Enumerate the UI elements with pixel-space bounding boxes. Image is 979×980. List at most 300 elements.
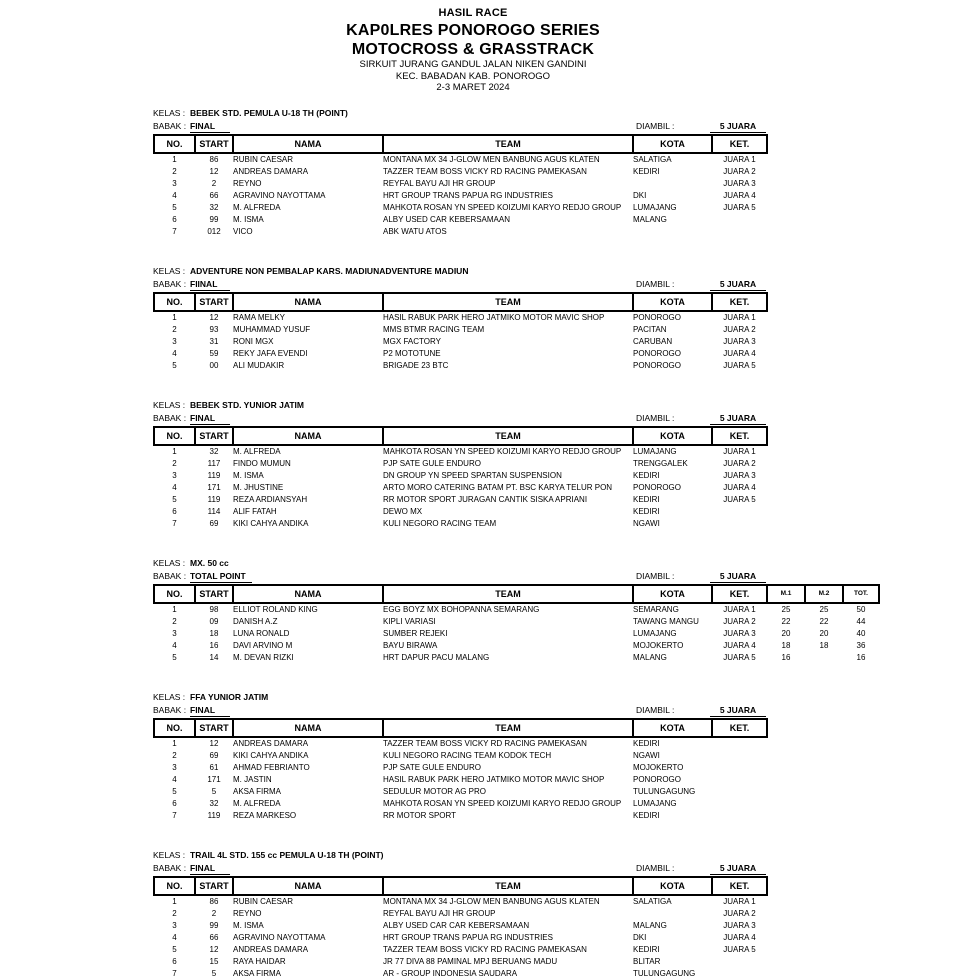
cell-nama: M. ALFREDA [233,798,281,808]
cell-ket: JUARA 1 [723,446,756,456]
cell-no: 1 [172,604,177,614]
table-header-row [154,135,767,153]
cell-team: SUMBER REJEKI [383,628,448,638]
cell-team: ALBY USED CAR CAR KEBERSAMAAN [383,920,530,930]
result-row [154,652,879,664]
cell-no: 1 [172,738,177,748]
result-row [154,810,767,822]
diambil-label: DIAMBIL : [636,412,675,423]
cell-start: 66 [209,190,219,200]
cell-start: 119 [207,810,221,820]
cell-team: REYFAL BAYU AJI HR GROUP [383,178,496,188]
cell-kota: DKI [633,932,647,942]
result-row [154,153,767,166]
cell-ket: JUARA 5 [723,652,756,662]
cell-nama: M. ALFREDA [233,202,281,212]
diambil-value: 5 JUARA [710,120,766,133]
cell-nama: MUHAMMAD YUSUF [233,324,311,334]
result-row [154,336,767,348]
kelas-value: ADVENTURE NON PEMBALAP KARS. MADIUNADVENTURE MADIUN [190,265,469,276]
cell-ket [712,798,767,810]
cell-ket: JUARA 4 [723,482,756,492]
cell-team: EGG BOYZ MX BOHOPANNA SEMARANG [383,604,540,614]
result-row [154,482,767,494]
cell-start: 5 [211,786,217,796]
cell-team: KIPLI VARIASI [383,616,436,626]
cell-ket: JUARA 4 [723,190,756,200]
cell-nama: M. ISMA [233,470,264,480]
kelas-line [153,107,770,120]
cell-nama: LUNA RONALD [233,628,290,638]
cell-kota: CARUBAN [633,336,673,346]
cell-start: 119 [207,494,221,504]
cell-no: 4 [172,348,177,358]
cell-ket [712,786,767,798]
column-header-no: NO. [154,719,195,737]
column-header-start: START [195,427,233,445]
result-row [154,190,767,202]
cell-team: ABK WATU ATOS [383,226,447,236]
cell-kota: LUMAJANG [633,628,677,638]
column-header-no: NO. [154,585,195,603]
column-header-nama: NAMA [233,427,383,445]
results-table [153,426,768,530]
cell-kota: MALANG [633,652,667,662]
race-class-section [153,557,979,664]
cell-no: 5 [172,494,177,504]
cell-start: 32 [209,446,219,456]
result-row [154,494,767,506]
result-row [154,226,767,238]
cell-ket: JUARA 2 [723,616,756,626]
race-class-section [153,107,979,238]
babak-line [153,278,770,291]
diambil-label: DIAMBIL : [636,120,675,131]
cell-team: MGX FACTORY [383,336,441,346]
result-row [154,786,767,798]
cell-start: 114 [207,506,221,516]
cell-nama: REYNO [233,178,262,188]
cell-nama: M. JASTIN [233,774,272,784]
column-header-start: START [195,719,233,737]
cell-kota: MOJOKERTO [633,762,684,772]
cell-start: 14 [209,652,219,662]
cell-team: MAHKOTA ROSAN YN SPEED KOIZUMI KARYO REDJO GROUP [383,798,622,808]
cell-no: 7 [172,968,177,978]
cell-ket: JUARA 5 [723,944,756,954]
cell-nama: REZA MARKESO [233,810,297,820]
cell-no: 5 [172,652,177,662]
babak-value: FINAL [190,412,230,425]
cell-no: 4 [172,640,177,650]
doc-venue-line: SIRKUIT JURANG GANDUL JALAN NIKEN GANDINI [359,59,587,70]
column-header-nama: NAMA [233,293,383,311]
cell-no: 1 [172,312,177,322]
cell-kota: MALANG [633,214,667,224]
cell-team: MAHKOTA ROSAN YN SPEED KOIZUMI KARYO REDJO GROUP [383,446,622,456]
column-header-kota: KOTA [633,585,712,603]
cell-nama: AHMAD FEBRIANTO [233,762,310,772]
results-table [153,584,880,664]
race-class-section [153,265,979,372]
cell-no: 2 [172,458,177,468]
cell-ket [712,518,767,530]
cell-team: BAYU BIRAWA [383,640,438,650]
cell-ket: JUARA 2 [723,166,756,176]
diambil-value: 5 JUARA [710,862,766,875]
cell-kota: SALATIGA [633,154,672,164]
cell-kota: PONOROGO [633,348,682,358]
cell-nama: M. ISMA [233,214,264,224]
cell-nama: AKSA FIRMA [233,968,282,978]
results-table [153,718,768,822]
babak-value: FINAL [190,862,230,875]
cell-no: 7 [172,810,177,820]
cell-kota: NGAWI [633,750,660,760]
column-header-ket: KET. [712,293,767,311]
cell-no: 6 [172,798,177,808]
cell-ket: JUARA 1 [723,154,756,164]
result-row [154,956,767,968]
cell-nama: FINDO MUMUN [233,458,291,468]
column-header-start: START [195,135,233,153]
cell-m2: 20 [819,628,829,638]
cell-ket: JUARA 3 [723,178,756,188]
babak-label: BABAK : [153,862,187,873]
diambil-value: 5 JUARA [710,278,766,291]
column-header-kota: KOTA [633,719,712,737]
cell-m2: 22 [819,616,829,626]
column-header-start: START [195,585,233,603]
cell-team: MMS BTMR RACING TEAM [383,324,485,334]
result-row [154,932,767,944]
cell-nama: RUBIN CAESAR [233,154,294,164]
result-row [154,774,767,786]
result-row [154,908,767,920]
cell-start: 2 [211,908,217,918]
cell-kota: KEDIRI [633,738,660,748]
cell-ket [712,956,767,968]
cell-no: 4 [172,932,177,942]
kelas-value: MX. 50 cc [190,557,229,568]
cell-ket [712,762,767,774]
cell-kota: SALATIGA [633,896,672,906]
cell-start: 32 [209,202,219,212]
doc-date-line: 2-3 MARET 2024 [436,82,510,93]
cell-nama: DAVI ARVINO M [233,640,293,650]
cell-ket: JUARA 2 [723,458,756,468]
cell-team: HASIL RABUK PARK HERO JATMIKO MOTOR MAVIC SHOP [383,312,605,322]
cell-nama: ANDREAS DAMARA [233,944,309,954]
result-row [154,968,767,980]
cell-kota: TULUNGAGUNG [633,968,696,978]
cell-kota: KEDIRI [633,166,660,176]
kelas-line [153,399,770,412]
cell-start: 69 [209,750,219,760]
cell-nama: ANDREAS DAMARA [233,166,309,176]
cell-kota: PONOROGO [633,360,682,370]
cell-start: 00 [209,360,219,370]
diambil-label: DIAMBIL : [636,570,675,581]
column-header-tot: TOT. [843,585,879,603]
cell-team: P2 MOTOTUNE [383,348,441,358]
result-row [154,616,879,628]
column-header-kota: KOTA [633,877,712,895]
doc-title-hasil-race: HASIL RACE [438,7,508,19]
cell-kota: TRENGGALEK [633,458,688,468]
cell-ket [712,737,767,750]
result-row [154,214,767,226]
cell-no: 7 [172,226,177,236]
column-header-team: TEAM [383,585,633,603]
cell-nama: DANISH A.Z [233,616,278,626]
cell-team: JR 77 DIVA 88 PAMINAL MPJ BERUANG MADU [383,956,558,966]
babak-label: BABAK : [153,120,187,131]
result-row [154,737,767,750]
diambil-value: 5 JUARA [710,412,766,425]
document-header [153,6,793,94]
cell-ket: JUARA 2 [723,908,756,918]
cell-team: REYFAL BAYU AJI HR GROUP [383,908,496,918]
cell-no: 3 [172,470,177,480]
sections-container [153,107,979,980]
cell-ket: JUARA 1 [723,312,756,322]
column-header-ket: KET. [712,135,767,153]
cell-team: KULI NEGORO RACING TEAM [383,518,497,528]
kelas-label: KELAS : [153,557,186,568]
cell-start: 5 [211,968,217,978]
cell-kota: KEDIRI [633,506,660,516]
cell-team: HRT GROUP TRANS PAPUA RG INDUSTRIES [383,932,553,942]
cell-ket: JUARA 4 [723,640,756,650]
cell-kota: NGAWI [633,518,660,528]
cell-no: 1 [172,154,177,164]
cell-m1: 18 [781,640,791,650]
cell-ket: JUARA 4 [723,348,756,358]
cell-nama: RAYA HAIDAR [233,956,286,966]
cell-team: TAZZER TEAM BOSS VICKY RD RACING PAMEKASAN [383,738,587,748]
cell-m1: 16 [781,652,791,662]
cell-start: 09 [209,616,219,626]
column-header-m2: M.2 [805,585,843,603]
cell-no: 5 [172,786,177,796]
cell-ket: JUARA 5 [723,360,756,370]
cell-team: ARTO MORO CATERING BATAM PT. BSC KARYA TELUR PON [383,482,613,492]
cell-team: DN GROUP YN SPEED SPARTAN SUSPENSION [383,470,562,480]
cell-kota [633,908,712,920]
cell-ket [712,214,767,226]
cell-kota: KEDIRI [633,470,660,480]
kelas-label: KELAS : [153,107,186,118]
cell-m2: 25 [819,604,829,614]
cell-kota [633,178,712,190]
column-header-ket: KET. [712,719,767,737]
cell-tot: 36 [856,640,866,650]
babak-label: BABAK : [153,278,187,289]
cell-tot: 16 [856,652,866,662]
column-header-team: TEAM [383,719,633,737]
cell-ket [712,774,767,786]
cell-kota: PONOROGO [633,312,682,322]
diambil-label: DIAMBIL : [636,704,675,715]
cell-kota: PONOROGO [633,774,682,784]
cell-start: 93 [209,324,219,334]
result-row [154,348,767,360]
cell-team: TAZZER TEAM BOSS VICKY RD RACING PAMEKASAN [383,944,587,954]
babak-line [153,412,770,425]
cell-kota: MOJOKERTO [633,640,684,650]
cell-nama: ALIF FATAH [233,506,277,516]
diambil-value: 5 JUARA [710,704,766,717]
kelas-label: KELAS : [153,691,186,702]
cell-tot: 44 [856,616,866,626]
column-header-kota: KOTA [633,293,712,311]
cell-no: 7 [172,518,177,528]
cell-nama: REKY JAFA EVENDI [233,348,308,358]
result-row [154,178,767,190]
cell-start: 119 [207,470,221,480]
cell-team: BRIGADE 23 BTC [383,360,449,370]
cell-kota: MALANG [633,920,667,930]
cell-kota: KEDIRI [633,810,660,820]
cell-no: 1 [172,896,177,906]
cell-team: ALBY USED CAR KEBERSAMAAN [383,214,511,224]
cell-no: 2 [172,908,177,918]
cell-nama: RUBIN CAESAR [233,896,294,906]
kelas-value: FFA YUNIOR JATIM [190,691,269,702]
cell-kota: LUMAJANG [633,798,677,808]
cell-start: 66 [209,932,219,942]
cell-team: HRT GROUP TRANS PAPUA RG INDUSTRIES [383,190,553,200]
cell-start: 12 [209,312,219,322]
babak-value: FINAL [190,120,230,133]
results-table [153,134,768,238]
cell-team: MONTANA MX 34 J-GLOW MEN BANBUNG AGUS KLATEN [383,896,600,906]
cell-start: 15 [209,956,219,966]
cell-no: 1 [172,446,177,456]
cell-team: PJP SATE GULE ENDURO [383,762,481,772]
cell-nama: REZA ARDIANSYAH [233,494,308,504]
column-header-kota: KOTA [633,427,712,445]
cell-start: 012 [207,226,221,236]
cell-ket: JUARA 5 [723,494,756,504]
column-header-ket: KET. [712,427,767,445]
cell-nama: KIKI CAHYA ANDIKA [233,750,309,760]
cell-nama: KIKI CAHYA ANDIKA [233,518,309,528]
cell-team: RR MOTOR SPORT [383,810,457,820]
result-row [154,640,879,652]
result-row [154,202,767,214]
cell-ket: JUARA 1 [723,604,756,614]
cell-ket [712,226,767,238]
results-table [153,292,768,372]
cell-nama: ALI MUDAKIR [233,360,285,370]
cell-team: TAZZER TEAM BOSS VICKY RD RACING PAMEKASAN [383,166,587,176]
cell-no: 2 [172,324,177,334]
cell-nama: M. ALFREDA [233,446,281,456]
cell-kota: PONOROGO [633,482,682,492]
cell-start: 18 [209,628,219,638]
cell-kota: KEDIRI [633,494,660,504]
result-row [154,311,767,324]
doc-title-series: KAP0LRES PONOROGO SERIES [346,22,600,39]
cell-no: 3 [172,628,177,638]
cell-start: 99 [209,920,219,930]
results-table [153,876,768,980]
cell-start: 12 [209,738,219,748]
column-header-nama: NAMA [233,585,383,603]
cell-team: MAHKOTA ROSAN YN SPEED KOIZUMI KARYO REDJO GROUP [383,202,622,212]
column-header-team: TEAM [383,427,633,445]
cell-start: 86 [209,896,219,906]
cell-nama: M. DEVAN RIZKI [233,652,294,662]
cell-ket: JUARA 5 [723,202,756,212]
cell-nama: ANDREAS DAMARA [233,738,309,748]
result-row [154,798,767,810]
babak-label: BABAK : [153,570,187,581]
cell-kota: TAWANG MANGU [633,616,699,626]
result-row [154,324,767,336]
cell-kota: KEDIRI [633,944,660,954]
diambil-label: DIAMBIL : [636,278,675,289]
column-header-nama: NAMA [233,719,383,737]
cell-kota: LUMAJANG [633,202,677,212]
cell-nama: REYNO [233,908,262,918]
diambil-label: DIAMBIL : [636,862,675,873]
cell-kota: LUMAJANG [633,446,677,456]
cell-kota: BLITAR [633,956,661,966]
cell-start: 69 [209,518,219,528]
cell-nama: AKSA FIRMA [233,786,282,796]
cell-no: 3 [172,762,177,772]
babak-line [153,704,770,717]
column-header-start: START [195,293,233,311]
cell-ket [712,810,767,822]
cell-m1: 25 [781,604,791,614]
babak-value: TOTAL POINT [190,570,252,583]
table-header-row [154,585,879,603]
result-row [154,166,767,178]
kelas-line [153,557,770,570]
cell-ket: JUARA 3 [723,470,756,480]
doc-title-event: MOTOCROSS & GRASSTRACK [351,41,595,58]
result-row [154,458,767,470]
cell-tot: 50 [856,604,866,614]
cell-no: 6 [172,956,177,966]
column-header-nama: NAMA [233,135,383,153]
diambil-value: 5 JUARA [710,570,766,583]
kelas-label: KELAS : [153,849,186,860]
cell-ket: JUARA 3 [723,628,756,638]
result-row [154,360,767,372]
cell-ket: JUARA 1 [723,896,756,906]
kelas-value: TRAIL 4L STD. 155 cc PEMULA U-18 TH (POINT) [190,849,384,860]
result-row [154,445,767,458]
column-header-team: TEAM [383,877,633,895]
column-header-team: TEAM [383,293,633,311]
cell-team: PJP SATE GULE ENDURO [383,458,481,468]
result-row [154,920,767,932]
kelas-value: BEBEK STD. PEMULA U-18 TH (POINT) [190,107,348,118]
cell-nama: RONI MGX [233,336,274,346]
cell-start: 59 [209,348,219,358]
cell-team: SEDULUR MOTOR AG PRO [383,786,486,796]
cell-ket [712,750,767,762]
cell-team: HASIL RABUK PARK HERO JATMIKO MOTOR MAVIC SHOP [383,774,605,784]
cell-start: 99 [209,214,219,224]
babak-line [153,120,770,133]
cell-start: 171 [207,482,221,492]
